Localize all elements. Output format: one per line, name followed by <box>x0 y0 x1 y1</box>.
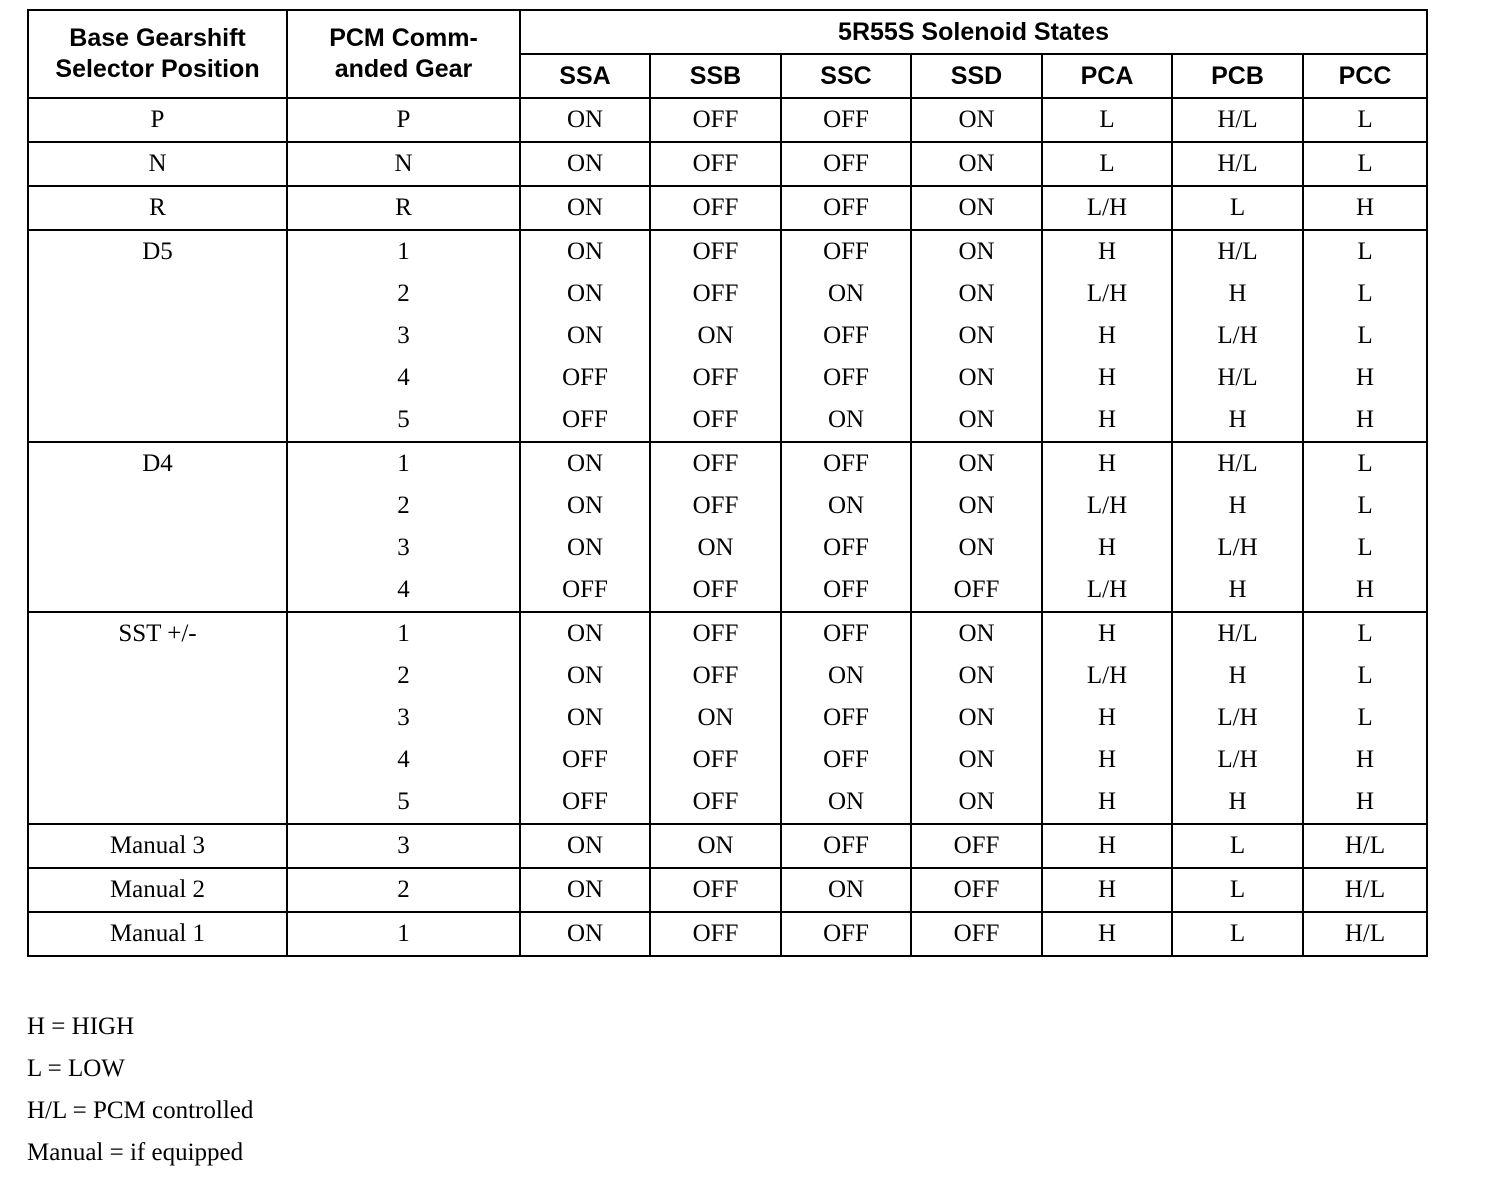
table-row <box>28 612 1427 655</box>
state-cell-pcc: H/L <box>1303 868 1427 912</box>
state-cell-ssd: ON <box>911 697 1042 739</box>
state-cell-pcb: L/H <box>1172 527 1303 569</box>
state-cell-pcb: H/L <box>1172 442 1303 485</box>
commanded-gear-cell: 4 <box>287 739 520 781</box>
state-cell-ssc: OFF <box>781 569 911 612</box>
state-cell-pcc: L <box>1303 655 1427 697</box>
state-cell-pcb: H/L <box>1172 612 1303 655</box>
state-cell-pcb: H <box>1172 655 1303 697</box>
state-cell-ssb: OFF <box>650 912 781 956</box>
state-cell-pca: L/H <box>1042 655 1172 697</box>
selector-position-cell: R <box>28 186 287 230</box>
state-cell-pcb: L <box>1172 912 1303 956</box>
state-cell-pcc: L <box>1303 142 1427 186</box>
state-cell-pcc: L <box>1303 98 1427 142</box>
state-cell-pca: H <box>1042 612 1172 655</box>
state-cell-ssa: ON <box>520 315 650 357</box>
state-cell-ssb: OFF <box>650 230 781 273</box>
state-cell-ssa: ON <box>520 273 650 315</box>
state-cell-pcb: L/H <box>1172 315 1303 357</box>
state-cell-pcb: H/L <box>1172 230 1303 273</box>
table-row <box>28 912 1427 956</box>
state-cell-ssd: ON <box>911 399 1042 442</box>
commanded-gear-cell: 2 <box>287 868 520 912</box>
state-cell-ssa: OFF <box>520 569 650 612</box>
selector-position-cell: SST +/- <box>28 612 287 824</box>
state-cell-pcb: H <box>1172 273 1303 315</box>
state-cell-ssa: ON <box>520 142 650 186</box>
state-cell-pca: L <box>1042 142 1172 186</box>
selector-position-cell: Manual 1 <box>28 912 287 956</box>
state-cell-ssd: OFF <box>911 868 1042 912</box>
state-cell-pcc: H/L <box>1303 824 1427 868</box>
state-cell-pca: H <box>1042 739 1172 781</box>
legend-note: Manual = if equipped <box>27 1139 244 1166</box>
state-cell-pcb: L/H <box>1172 739 1303 781</box>
state-cell-ssc: OFF <box>781 527 911 569</box>
state-cell-pca: H <box>1042 868 1172 912</box>
commanded-gear-cell: 1 <box>287 612 520 655</box>
state-cell-ssc: OFF <box>781 98 911 142</box>
state-cell-pcb: L/H <box>1172 697 1303 739</box>
state-cell-ssc: OFF <box>781 912 911 956</box>
table-row <box>28 142 1427 186</box>
header-ssc: SSC <box>781 54 911 98</box>
state-cell-ssb: OFF <box>650 186 781 230</box>
state-cell-pca: H <box>1042 824 1172 868</box>
commanded-gear-cell: 5 <box>287 781 520 824</box>
state-cell-pcb: L <box>1172 868 1303 912</box>
state-cell-ssd: ON <box>911 357 1042 399</box>
state-cell-ssc: ON <box>781 273 911 315</box>
commanded-gear-cell: 2 <box>287 485 520 527</box>
table-row <box>28 824 1427 868</box>
state-cell-ssb: OFF <box>650 357 781 399</box>
state-cell-ssd: ON <box>911 612 1042 655</box>
state-cell-ssb: OFF <box>650 399 781 442</box>
commanded-gear-cell: 3 <box>287 824 520 868</box>
state-cell-pca: H <box>1042 315 1172 357</box>
state-cell-ssa: OFF <box>520 357 650 399</box>
table-row <box>28 186 1427 230</box>
state-cell-pcc: L <box>1303 527 1427 569</box>
state-cell-ssc: ON <box>781 655 911 697</box>
state-cell-ssd: OFF <box>911 912 1042 956</box>
header-ssd: SSD <box>911 54 1042 98</box>
selector-position-cell: Manual 2 <box>28 868 287 912</box>
state-cell-pcc: H <box>1303 186 1427 230</box>
state-cell-ssc: OFF <box>781 357 911 399</box>
state-cell-pca: H <box>1042 912 1172 956</box>
state-cell-ssd: ON <box>911 442 1042 485</box>
state-cell-ssc: ON <box>781 781 911 824</box>
state-cell-pcc: L <box>1303 612 1427 655</box>
selector-position-cell: Manual 3 <box>28 824 287 868</box>
state-cell-pcc: H <box>1303 357 1427 399</box>
header-solenoid-states: 5R55S Solenoid States <box>520 10 1427 54</box>
state-cell-pcb: H <box>1172 399 1303 442</box>
solenoid-states-table <box>27 9 1428 957</box>
state-cell-ssa: ON <box>520 824 650 868</box>
state-cell-ssb: OFF <box>650 569 781 612</box>
state-cell-ssa: OFF <box>520 781 650 824</box>
header-selector-position <box>28 10 287 98</box>
state-cell-pcc: H/L <box>1303 912 1427 956</box>
commanded-gear-cell: N <box>287 142 520 186</box>
state-cell-pca: H <box>1042 399 1172 442</box>
state-cell-pcb: H/L <box>1172 98 1303 142</box>
state-cell-ssc: OFF <box>781 612 911 655</box>
state-cell-ssb: OFF <box>650 442 781 485</box>
state-cell-ssb: ON <box>650 527 781 569</box>
state-cell-ssc: OFF <box>781 230 911 273</box>
state-cell-pcb: L <box>1172 824 1303 868</box>
state-cell-ssd: ON <box>911 230 1042 273</box>
header-pcb: PCB <box>1172 54 1303 98</box>
state-cell-ssb: ON <box>650 315 781 357</box>
legend-notes <box>27 1006 253 1174</box>
state-cell-pcc: L <box>1303 230 1427 273</box>
state-cell-ssd: ON <box>911 186 1042 230</box>
state-cell-ssa: ON <box>520 912 650 956</box>
commanded-gear-cell: R <box>287 186 520 230</box>
state-cell-ssa: ON <box>520 868 650 912</box>
state-cell-ssa: ON <box>520 527 650 569</box>
state-cell-ssb: ON <box>650 697 781 739</box>
state-cell-pca: L <box>1042 98 1172 142</box>
state-cell-pcb: H/L <box>1172 357 1303 399</box>
state-cell-ssc: ON <box>781 485 911 527</box>
state-cell-ssc: ON <box>781 399 911 442</box>
state-cell-ssa: OFF <box>520 399 650 442</box>
state-cell-pcc: H <box>1303 781 1427 824</box>
commanded-gear-cell: 1 <box>287 912 520 956</box>
state-cell-pca: H <box>1042 230 1172 273</box>
state-cell-ssc: OFF <box>781 142 911 186</box>
state-cell-ssa: ON <box>520 186 650 230</box>
legend-note: L = LOW <box>27 1055 125 1082</box>
state-cell-pcb: H/L <box>1172 142 1303 186</box>
state-cell-ssb: OFF <box>650 655 781 697</box>
state-cell-ssd: ON <box>911 739 1042 781</box>
state-cell-ssb: OFF <box>650 98 781 142</box>
table-body <box>28 98 1427 956</box>
state-cell-pcc: H <box>1303 739 1427 781</box>
state-cell-ssa: ON <box>520 98 650 142</box>
selector-position-cell: D5 <box>28 230 287 442</box>
state-cell-ssb: OFF <box>650 485 781 527</box>
commanded-gear-cell: 3 <box>287 315 520 357</box>
state-cell-ssb: OFF <box>650 781 781 824</box>
state-cell-pca: L/H <box>1042 186 1172 230</box>
state-cell-ssc: OFF <box>781 315 911 357</box>
header-gear-line-2: anded Gear <box>334 55 473 83</box>
state-cell-ssc: OFF <box>781 186 911 230</box>
commanded-gear-cell: 2 <box>287 273 520 315</box>
legend-note: H = HIGH <box>27 1013 135 1040</box>
state-cell-ssa: ON <box>520 442 650 485</box>
commanded-gear-cell: P <box>287 98 520 142</box>
state-cell-ssc: OFF <box>781 824 911 868</box>
commanded-gear-cell: 1 <box>287 442 520 485</box>
header-selector-line-1: Base Gearshift <box>69 24 246 52</box>
table-row <box>28 230 1427 273</box>
header-pca: PCA <box>1042 54 1172 98</box>
state-cell-pcb: H <box>1172 781 1303 824</box>
state-cell-ssd: ON <box>911 485 1042 527</box>
state-cell-pca: H <box>1042 357 1172 399</box>
state-cell-pca: L/H <box>1042 273 1172 315</box>
state-cell-ssd: ON <box>911 273 1042 315</box>
state-cell-ssc: OFF <box>781 697 911 739</box>
state-cell-ssa: ON <box>520 697 650 739</box>
state-cell-ssd: OFF <box>911 569 1042 612</box>
state-cell-pcc: L <box>1303 442 1427 485</box>
table-header <box>28 10 1427 98</box>
commanded-gear-cell: 3 <box>287 697 520 739</box>
selector-position-cell: D4 <box>28 442 287 612</box>
state-cell-ssa: ON <box>520 230 650 273</box>
header-pcc: PCC <box>1303 54 1427 98</box>
header-selector-line-2: Selector Position <box>55 55 260 83</box>
state-cell-ssc: OFF <box>781 739 911 781</box>
state-cell-ssd: ON <box>911 142 1042 186</box>
state-cell-pcb: L <box>1172 186 1303 230</box>
state-cell-pca: H <box>1042 781 1172 824</box>
state-cell-ssd: ON <box>911 527 1042 569</box>
commanded-gear-cell: 4 <box>287 357 520 399</box>
state-cell-ssd: ON <box>911 98 1042 142</box>
state-cell-ssd: ON <box>911 781 1042 824</box>
table-row <box>28 442 1427 485</box>
state-cell-pcc: L <box>1303 315 1427 357</box>
commanded-gear-cell: 4 <box>287 569 520 612</box>
state-cell-pcb: H <box>1172 485 1303 527</box>
state-cell-ssb: OFF <box>650 739 781 781</box>
table-row <box>28 868 1427 912</box>
state-cell-pca: H <box>1042 697 1172 739</box>
state-cell-ssd: OFF <box>911 824 1042 868</box>
commanded-gear-cell: 1 <box>287 230 520 273</box>
state-cell-pcb: H <box>1172 569 1303 612</box>
state-cell-ssd: ON <box>911 655 1042 697</box>
state-cell-ssd: ON <box>911 315 1042 357</box>
state-cell-pcc: L <box>1303 697 1427 739</box>
state-cell-pcc: L <box>1303 273 1427 315</box>
legend-note: H/L = PCM controlled <box>27 1097 254 1124</box>
header-ssb: SSB <box>650 54 781 98</box>
state-cell-ssa: OFF <box>520 739 650 781</box>
commanded-gear-cell: 2 <box>287 655 520 697</box>
state-cell-pca: L/H <box>1042 485 1172 527</box>
state-cell-ssa: ON <box>520 485 650 527</box>
state-cell-ssc: ON <box>781 868 911 912</box>
state-cell-pca: H <box>1042 527 1172 569</box>
header-commanded-gear <box>287 10 520 98</box>
state-cell-ssb: OFF <box>650 612 781 655</box>
state-cell-ssb: OFF <box>650 273 781 315</box>
state-cell-ssc: OFF <box>781 442 911 485</box>
state-cell-pcc: H <box>1303 569 1427 612</box>
state-cell-ssb: OFF <box>650 142 781 186</box>
selector-position-cell: N <box>28 142 287 186</box>
commanded-gear-cell: 3 <box>287 527 520 569</box>
state-cell-ssa: ON <box>520 655 650 697</box>
table-row <box>28 98 1427 142</box>
state-cell-ssa: ON <box>520 612 650 655</box>
state-cell-ssb: OFF <box>650 868 781 912</box>
selector-position-cell: P <box>28 98 287 142</box>
state-cell-pcc: H <box>1303 399 1427 442</box>
state-cell-ssb: ON <box>650 824 781 868</box>
header-ssa: SSA <box>520 54 650 98</box>
commanded-gear-cell: 5 <box>287 399 520 442</box>
state-cell-pca: H <box>1042 442 1172 485</box>
header-gear-line-1: PCM Comm- <box>329 24 478 52</box>
state-cell-pca: L/H <box>1042 569 1172 612</box>
state-cell-pcc: L <box>1303 485 1427 527</box>
